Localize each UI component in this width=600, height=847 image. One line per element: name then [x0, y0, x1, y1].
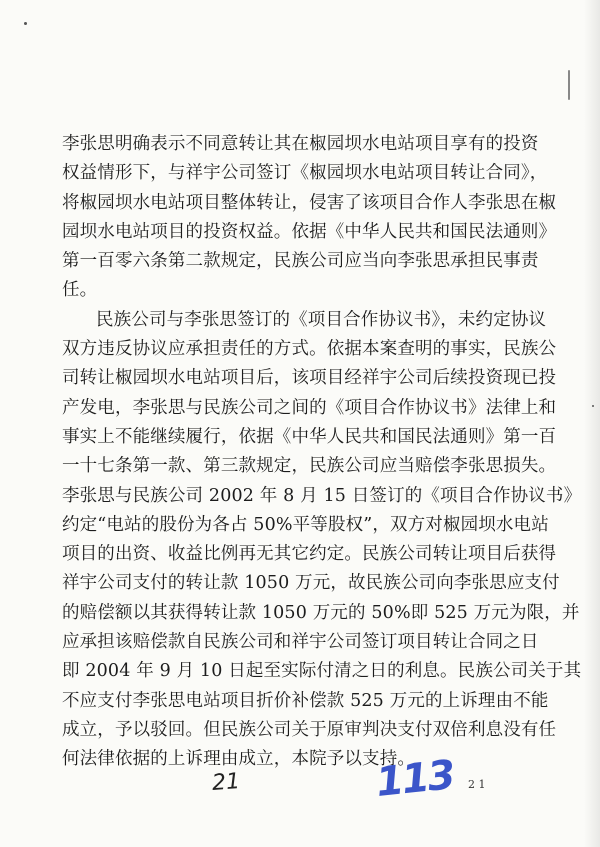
paragraph-start-line: 民族公司与李张思签订的《项目合作协议书》，未约定协议 [96, 309, 547, 330]
text-line: 将椒园坝水电站项目整体转让，侵害了该项目合作人李张思在椒 [62, 192, 557, 213]
text-line: 何法律依据的上诉理由成立，本院予以支持。 [62, 749, 415, 770]
text-line: 园坝水电站项目的投资权益。依据《中华人民共和国民法通则》 [62, 221, 557, 242]
text-line: 的赔偿额以其获得转让款 1050 万元的 50%即 525 万元为限，并 [62, 602, 580, 623]
text-line: 约定“电站的股份为各占 50%平等股权”，双方对椒园坝水电站 [62, 514, 549, 535]
printed-page-number: 2 1 [468, 778, 486, 791]
text-line: 司转让椒园坝水电站项目后，该项目经祥宇公司后续投资现已投 [62, 368, 557, 389]
text-line: 任。 [62, 280, 98, 301]
text-line: 祥宇公司支付的转让款 1050 万元，故民族公司向李张思应支付 [62, 573, 560, 594]
text-line: 产发电，李张思与民族公司之间的《项目合作协议书》法律上和 [62, 397, 557, 418]
text-line: 权益情形下，与祥宇公司签订《椒园坝水电站项目转让合同》， [62, 163, 548, 184]
text-line: 事实上不能继续履行，依据《中华人民共和国民法通则》第一百 [62, 426, 557, 447]
text-line: 即 2004 年 9 月 10 日起至实际付清之日的利息。民族公司关于其 [62, 661, 582, 682]
scan-shadow [584, 0, 600, 847]
handwritten-page-number: 21 [211, 769, 241, 796]
text-line: 李张思与民族公司 2002 年 8 月 15 日签订的《项目合作协议书》 [62, 485, 582, 506]
text-line: 双方违反协议应承担责任的方式。依据本案查明的事实，民族公 [62, 339, 557, 360]
text-line: 项目的出资、收益比例再无其它约定。民族公司转让项目后获得 [62, 544, 557, 565]
text-line: 成立，予以驳回。但民族公司关于原审判决支付双倍利息没有任 [62, 719, 557, 740]
text-line: 一十七条第一款、第三款规定，民族公司应当赔偿李张思损失。 [62, 456, 557, 477]
text-line: 第一百零六条第二款规定，民族公司应当向李张思承担民事责 [62, 251, 539, 272]
scan-speck [592, 405, 594, 407]
stamped-page-number: 113 [373, 752, 456, 806]
scan-speck [24, 22, 27, 25]
text-line: 李张思明确表示不同意转让其在椒园坝水电站项目享有的投资 [62, 134, 539, 154]
judgment-text [62, 130, 582, 775]
text-line: 应承担该赔偿款自民族公司和祥宇公司签订项目转让合同之日 [62, 632, 539, 653]
scan-speck [568, 70, 570, 100]
text-line: 不应支付李张思电站项目折价补偿款 525 万元的上诉理由不能 [62, 690, 549, 711]
